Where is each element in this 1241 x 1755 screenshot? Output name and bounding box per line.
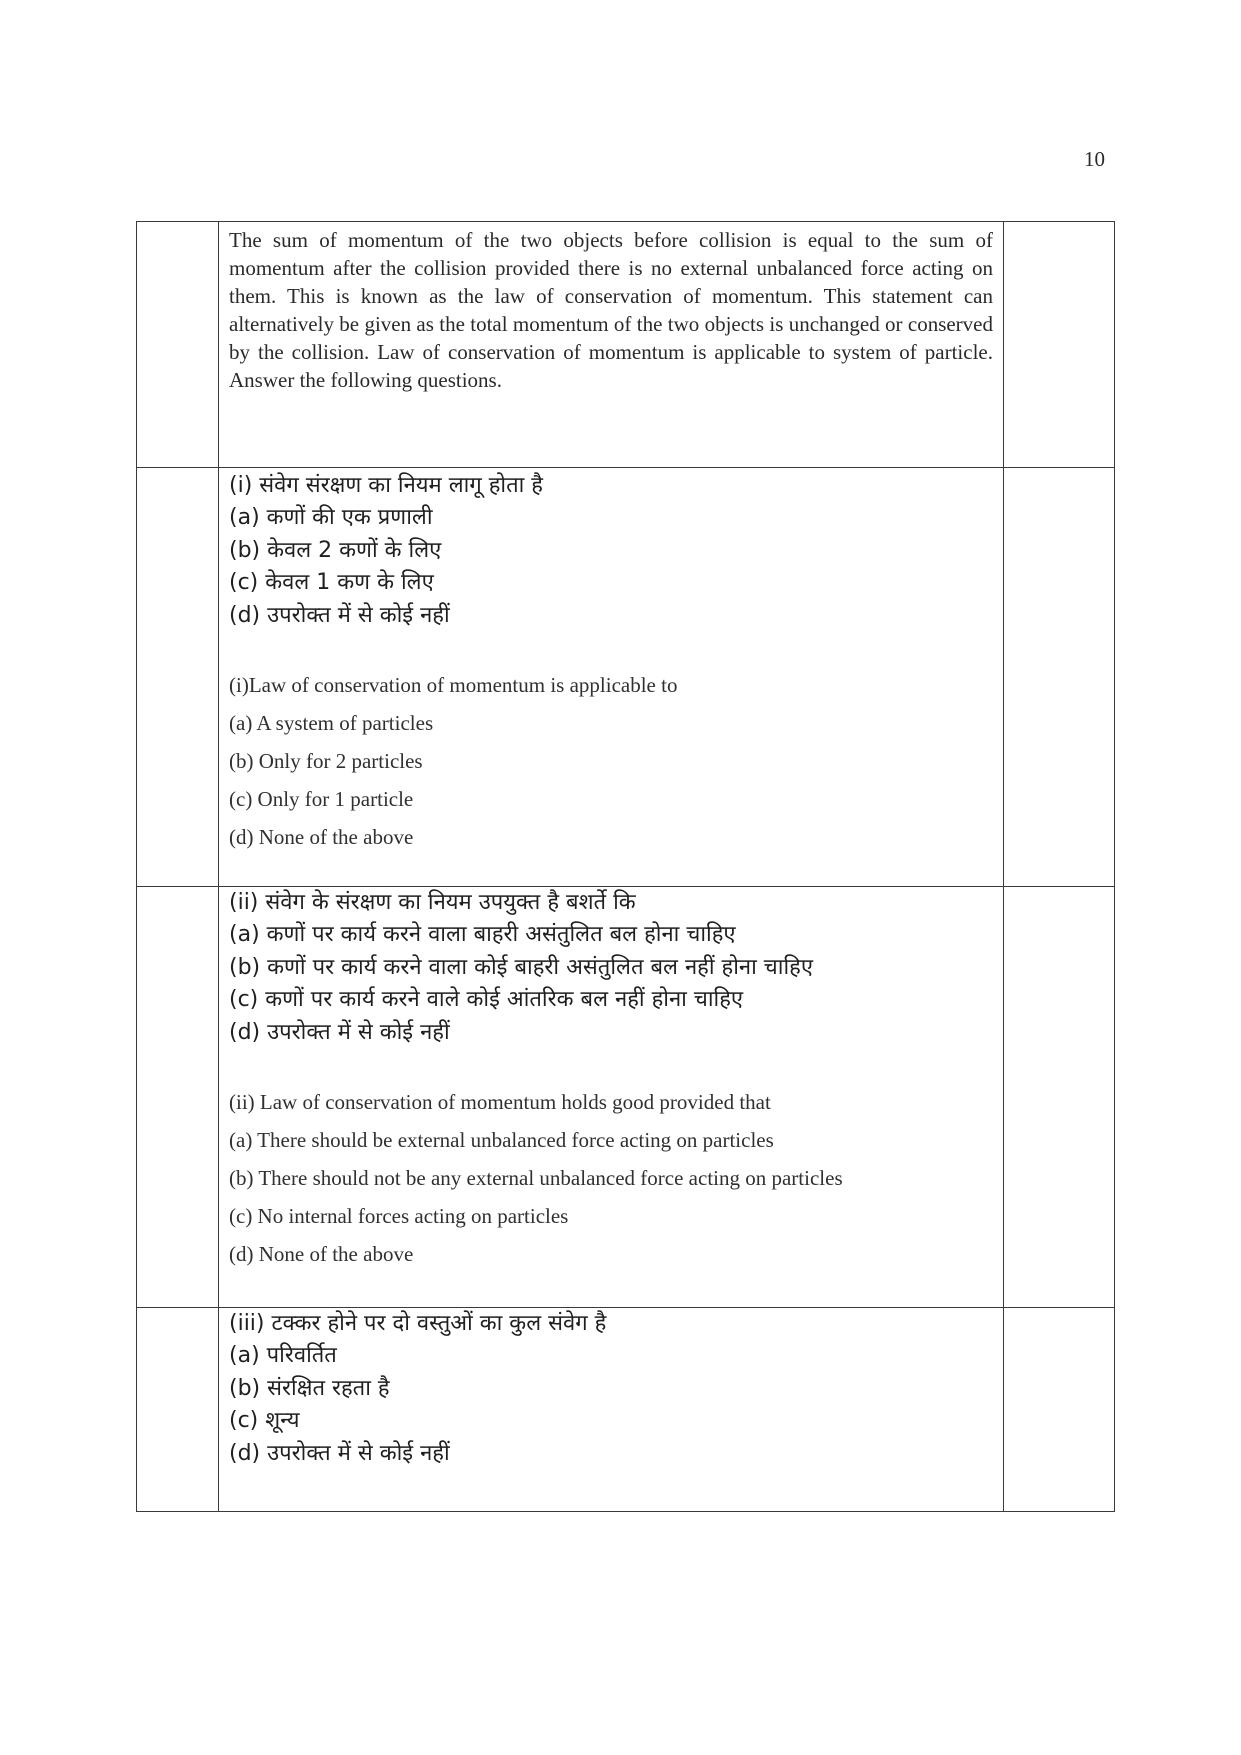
question-row-2 (137, 887, 1115, 1308)
english-question: (ii) Law of conservation of momentum holds good provided that (229, 1090, 771, 1115)
hindi-option: (d) उपरोक्त में से कोई नहीं (229, 1019, 450, 1045)
english-option: (a) There should be external unbalanced force acting on particles (229, 1128, 774, 1153)
hindi-option: (b) केवल 2 कणों के लिए (229, 537, 442, 563)
english-question: (i)Law of conservation of momentum is applicable to (229, 673, 678, 698)
hindi-option: (a) परिवर्तित (229, 1343, 337, 1369)
question-cell (219, 468, 1004, 887)
question-cell (219, 887, 1004, 1308)
hindi-option: (b) संरक्षित रहता है (229, 1375, 390, 1401)
marks-cell (1004, 222, 1115, 468)
hindi-option: (c) केवल 1 कण के लिए (229, 570, 434, 596)
sno-cell (137, 887, 219, 1308)
question-cell (219, 1308, 1004, 1512)
hindi-question: (ii) संवेग के संरक्षण का नियम उपयुक्त है बशर्ते कि (229, 890, 636, 915)
english-option: (d) None of the above (229, 825, 414, 850)
page-number: 10 (1084, 147, 1105, 171)
hindi-option: (b) कणों पर कार्य करने वाला कोई बाहरी असंतुलित बल नहीं होना चाहिए (229, 954, 814, 980)
hindi-option: (a) कणों पर कार्य करने वाला बाहरी असंतुलित बल होना चाहिए (229, 922, 736, 948)
question-row-1 (137, 468, 1115, 887)
question-table (136, 221, 1115, 1512)
hindi-option: (c) शून्य (229, 1408, 300, 1434)
hindi-question: (i) संवेग संरक्षण का नियम लागू होता है (229, 473, 543, 498)
marks-cell (1004, 1308, 1115, 1512)
hindi-option: (c) कणों पर कार्य करने वाले कोई आंतरिक बल नहीं होना चाहिए (229, 987, 744, 1013)
english-option: (a) A system of particles (229, 711, 434, 736)
sno-cell (137, 1308, 219, 1512)
sno-cell (137, 222, 219, 468)
marks-cell (1004, 468, 1115, 887)
question-row-3 (137, 1308, 1115, 1512)
hindi-option: (a) कणों की एक प्रणाली (229, 505, 433, 531)
english-option: (b) There should not be any external unbalanced force acting on particles (229, 1166, 843, 1191)
english-option: (b) Only for 2 particles (229, 749, 423, 774)
passage-text: The sum of momentum of the two objects before collision is equal to the sum of momentum after the collision provided there is no external unbalanced force acting on them. This is known as the law of conservation of momentum. This statement can alternatively be given as the total momentum of the two objects is unchanged or conserved by the collision. Law of conservation of momentum is applicable to system of particle. Answer the following questions. (229, 228, 993, 392)
passage-cell (219, 222, 1004, 468)
english-option: (c) No internal forces acting on particles (229, 1204, 569, 1229)
hindi-question: (iii) टक्कर होने पर दो वस्तुओं का कुल संवेग है (229, 1311, 607, 1336)
marks-cell (1004, 887, 1115, 1308)
hindi-option: (d) उपरोक्त में से कोई नहीं (229, 602, 450, 628)
english-option: (d) None of the above (229, 1242, 414, 1267)
hindi-option: (d) उपरोक्त में से कोई नहीं (229, 1440, 450, 1466)
passage-row (137, 222, 1115, 468)
english-option: (c) Only for 1 particle (229, 787, 414, 812)
sno-cell (137, 468, 219, 887)
